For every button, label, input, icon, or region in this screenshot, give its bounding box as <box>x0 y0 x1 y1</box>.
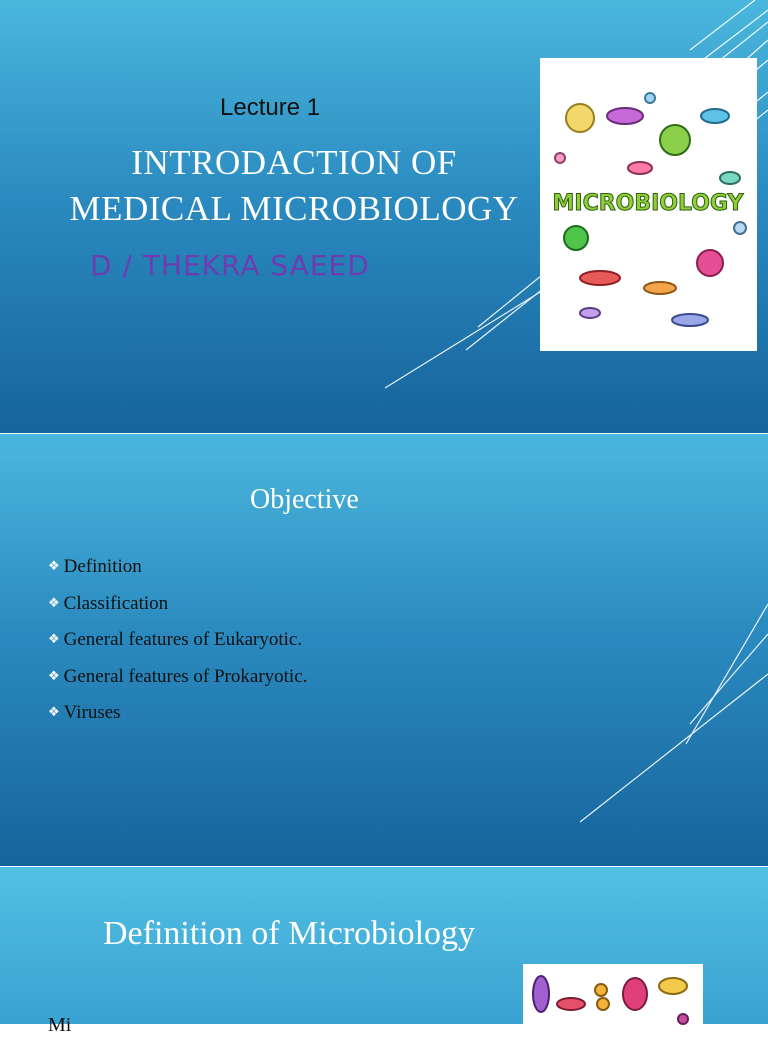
title-line-2: MEDICAL MICROBIOLOGY <box>69 189 519 228</box>
objective-title: Objective <box>250 484 359 515</box>
objective-slide <box>0 434 768 866</box>
diamond-bullet-icon: ❖ <box>48 668 60 684</box>
title-slide <box>0 0 768 433</box>
diamond-bullet-icon: ❖ <box>48 559 60 574</box>
list-item: ❖ General features of Eukaryotic. <box>48 629 303 650</box>
list-item: ❖ Definition <box>48 556 142 577</box>
trailing-dot: . <box>120 702 126 723</box>
definition-text: Mi <box>48 1014 72 1036</box>
microbiology-image <box>540 58 757 351</box>
diamond-bullet-icon: ❖ <box>48 705 60 720</box>
author-name: D / THEKRA SAEED <box>90 249 370 282</box>
bacteria-image <box>523 964 703 1034</box>
title-line-1: INTRODACTION OF <box>131 143 457 182</box>
diamond-bullet-icon: ❖ <box>48 595 60 611</box>
lecture-label: Lecture 1 <box>220 94 321 121</box>
microbiology-word: MICROBIOLOGY <box>552 191 744 216</box>
objective-list <box>48 554 307 737</box>
list-item: ❖ General features of Prokaryotic. <box>48 665 308 687</box>
diamond-bullet-icon: ❖ <box>48 632 60 647</box>
definition-title: Definition of Microbiology <box>103 915 476 952</box>
list-item: ❖ Classification <box>48 592 169 614</box>
definition-slide <box>0 867 768 1036</box>
list-item: ❖ Viruses. <box>48 702 126 723</box>
